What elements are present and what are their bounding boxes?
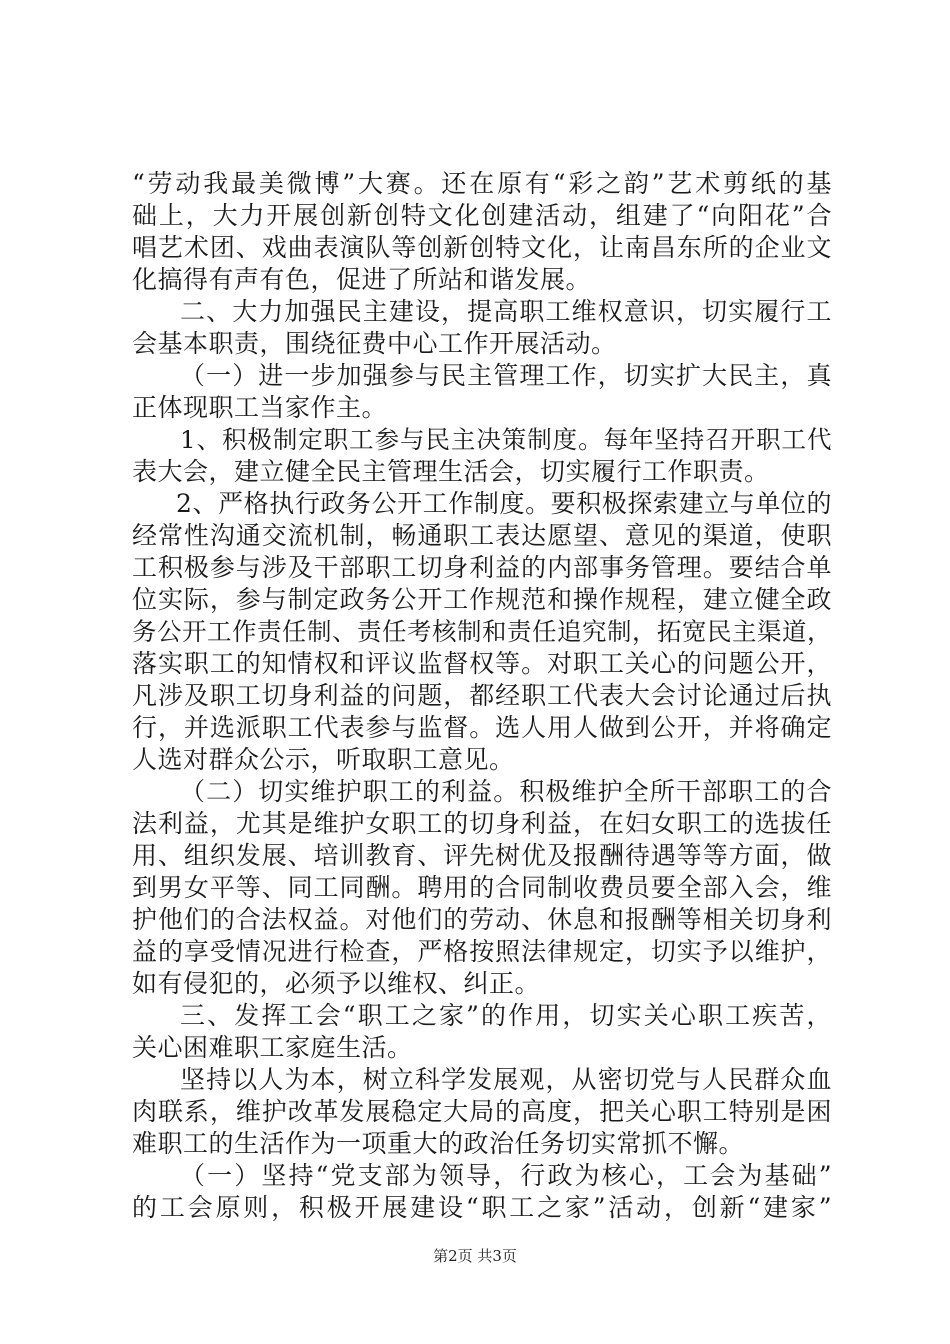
text-line: 肉联系，维护改革发展稳定大局的高度，把关心职工特别是困 bbox=[132, 1097, 832, 1126]
text-line: 落实职工的知情权和评议监督权等。对职工关心的问题公开， bbox=[132, 649, 832, 678]
text-line: （二）切实维护职工的利益。积极维护全所干部职工的合 bbox=[180, 777, 832, 806]
text-line: 坚持以人为本，树立科学发展观，从密切党与人民群众血 bbox=[180, 1065, 832, 1094]
text-line: 表大会，建立健全民主管理生活会，切实履行工作职责。 bbox=[132, 457, 770, 486]
text-line: 位实际，参与制定政务公开工作规范和操作规程，建立健全政 bbox=[132, 585, 832, 614]
text-line: 关心困难职工家庭生活。 bbox=[132, 1033, 413, 1062]
text-line: （一）坚持“党支部为领导，行政为核心，工会为基础” bbox=[180, 1161, 832, 1190]
text-line: 1、积极制定职工参与民主决策制度。每年坚持召开职工代 bbox=[180, 425, 832, 454]
text-line: 凡涉及职工切身利益的问题，都经职工代表大会讨论通过后执 bbox=[132, 681, 832, 710]
text-line: 2、严格执行政务公开工作制度。要积极探索建立与单位的 bbox=[176, 489, 832, 518]
text-line: 的工会原则，积极开展建设“职工之家”活动，创新“建家” bbox=[132, 1193, 832, 1222]
text-line: 务公开工作责任制、责任考核制和责任追究制，拓宽民主渠道， bbox=[132, 617, 832, 646]
text-line: 难职工的生活作为一项重大的政治任务切实常抓不懈。 bbox=[132, 1129, 745, 1158]
text-line: 人选对群众公示，听取职工意见。 bbox=[132, 745, 515, 774]
text-line: 会基本职责，围绕征费中心工作开展活动。 bbox=[132, 329, 617, 358]
page-number: 第2页 共3页 bbox=[433, 1247, 517, 1265]
text-line: （一）进一步加强参与民主管理工作，切实扩大民主，真 bbox=[180, 361, 832, 390]
text-line: 行，并选派职工代表参与监督。选人用人做到公开，并将确定 bbox=[132, 713, 832, 742]
text-line: 用、组织发展、培训教育、评先树优及报酬待遇等等方面，做 bbox=[132, 841, 832, 870]
text-line: 二、大力加强民主建设，提高职工维权意识，切实履行工 bbox=[180, 297, 832, 326]
document-body bbox=[132, 168, 832, 1224]
text-line: 三、发挥工会“职工之家”的作用，切实关心职工疾苦， bbox=[180, 1001, 832, 1030]
text-line: 工积极参与涉及干部职工切身利益的内部事务管理。要结合单 bbox=[132, 553, 832, 582]
text-line: 到男女平等、同工同酬。聘用的合同制收费员要全部入会，维 bbox=[132, 873, 832, 902]
text-line: 正体现职工当家作主。 bbox=[132, 393, 388, 422]
text-line: 法利益，尤其是维护女职工的切身利益，在妇女职工的选拔任 bbox=[132, 809, 832, 838]
text-line: 如有侵犯的，必须予以维权、纠正。 bbox=[132, 969, 541, 998]
text-line: 益的享受情况进行检查，严格按照法律规定，切实予以维护， bbox=[132, 937, 832, 966]
text-line: 础上，大力开展创新创特文化创建活动，组建了“向阳花”合 bbox=[132, 201, 832, 230]
text-line: “劳动我最美微博”大赛。还在原有“彩之韵”艺术剪纸的基 bbox=[132, 169, 832, 198]
text-line: 护他们的合法权益。对他们的劳动、休息和报酬等相关切身利 bbox=[132, 905, 832, 934]
text-line: 唱艺术团、戏曲表演队等创新创特文化，让南昌东所的企业文 bbox=[132, 233, 832, 262]
text-line: 化搞得有声有色，促进了所站和谐发展。 bbox=[132, 265, 592, 294]
text-line: 经常性沟通交流机制，畅通职工表达愿望、意见的渠道，使职 bbox=[132, 521, 832, 550]
